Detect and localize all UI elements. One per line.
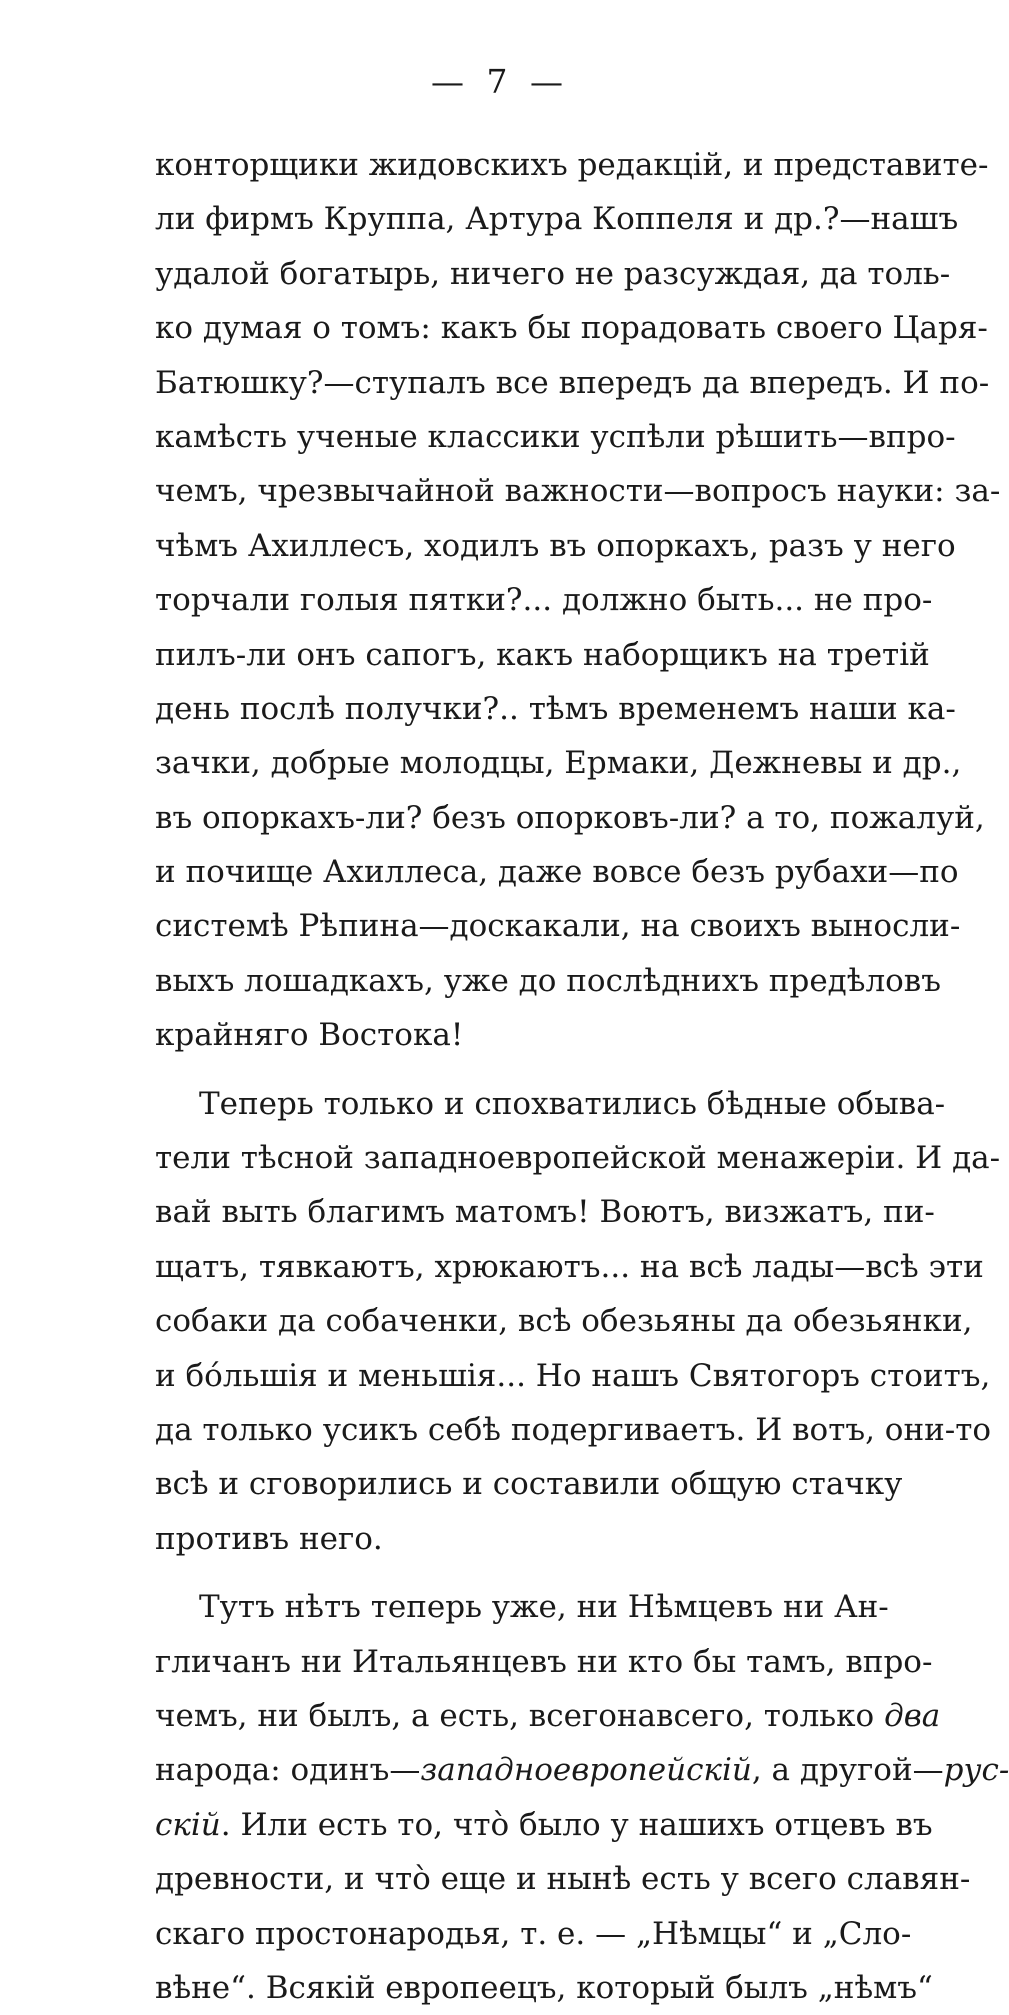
text-line: собаки да собаченки, всѣ обезьяны да обезьянки, xyxy=(155,1303,973,1340)
text-line: гличанъ ни Итальянцевъ ни кто бы тамъ, впро- xyxy=(155,1643,933,1680)
text-line: системѣ Рѣпина—доскакали, на своихъ выносли- xyxy=(155,908,961,945)
italic-span: скій xyxy=(155,1806,221,1843)
text-line: выхъ лошадкахъ, уже до послѣднихъ предѣловъ xyxy=(155,962,941,999)
text-line: ли фирмъ Круппа, Артура Коппеля и др.?—нашъ xyxy=(155,201,959,238)
text-line: щатъ, тявкаютъ, хрюкаютъ... на всѣ лады—всѣ эти xyxy=(155,1248,984,1285)
text-line: торчали голыя пятки?... должно быть... не про- xyxy=(155,582,933,619)
italic-span: рус- xyxy=(943,1752,1009,1789)
text-line: въ опоркахъ-ли? безъ опорковъ-ли? а то, пожалуй, xyxy=(155,799,985,836)
page-number: — 7 — xyxy=(431,62,569,101)
text-line: Батюшку?—ступалъ все впередъ да впередъ. И по- xyxy=(155,364,990,401)
text-line: вай выть благимъ матомъ! Воютъ, визжатъ, пи- xyxy=(155,1194,935,1231)
paragraph-1 xyxy=(155,138,1001,1063)
text-line: вѣне“. Всякій европеецъ, который былъ „нѣмъ“ xyxy=(155,1969,933,2006)
text-span: . Или есть то, чтò было у нашихъ отцевъ въ xyxy=(220,1806,933,1843)
text-line: и бóльшія и меньшія... Но нашъ Святогоръ стоитъ, xyxy=(155,1357,991,1394)
text-line: Теперь только и спохватились бѣдные обыва- xyxy=(199,1085,946,1122)
text-span: чемъ, ни былъ, а есть, всегонавсего, только xyxy=(155,1697,885,1734)
text-line xyxy=(155,1798,933,1852)
text-line: день послѣ получки?.. тѣмъ временемъ наши ка- xyxy=(155,690,956,727)
italic-span: два xyxy=(884,1697,941,1734)
text-line: да только усикъ себѣ подергиваетъ. И вотъ, они-то xyxy=(155,1411,992,1448)
text-line: противъ него. xyxy=(155,1520,383,1557)
text-line: конторщики жидовскихъ редакцій, и представите- xyxy=(155,147,989,183)
text-line xyxy=(155,1689,941,1743)
text-line: древности, и чтò еще и нынѣ есть у всего славян- xyxy=(155,1861,971,1898)
paragraph-gap xyxy=(155,1566,851,1580)
text-line: камѣсть ученые классики успѣли рѣшить—впро- xyxy=(155,418,956,455)
text-span: , а другой— xyxy=(751,1752,944,1789)
paragraph-gap xyxy=(155,1063,851,1077)
text-line: всѣ и сговорились и составили общую стачку xyxy=(155,1466,903,1503)
text-line: Тутъ нѣтъ теперь уже, ни Нѣмцевъ ни Ан- xyxy=(199,1589,889,1626)
text-line: скаго простонародья, т. е. — „Нѣмцы“ и „Сло- xyxy=(155,1915,912,1952)
text-line xyxy=(155,1743,1009,1797)
text-line: крайняго Востока! xyxy=(155,1017,464,1054)
text-line: тели тѣсной западноевропейской менажеріи. И да- xyxy=(155,1140,1001,1177)
text-line: пилъ-ли онъ сапогъ, какъ наборщикъ на третій xyxy=(155,636,930,673)
text-line: зачки, добрые молодцы, Ермаки, Дежневы и др., xyxy=(155,745,962,782)
text-span: народа: одинъ— xyxy=(155,1752,421,1789)
paragraph-3 xyxy=(155,1580,1009,2015)
text-line: ко думая о томъ: какъ бы порадовать своего Царя- xyxy=(155,310,988,347)
text-line: и почище Ахиллеса, даже вовсе безъ рубахи—по xyxy=(155,854,959,891)
body-text xyxy=(155,138,1009,2015)
text-line: чемъ, чрезвычайной важности—вопросъ науки: за- xyxy=(155,473,1001,510)
paragraph-2 xyxy=(155,1077,1001,1567)
text-line: чѣмъ Ахиллесъ, ходилъ въ опоркахъ, разъ у него xyxy=(155,527,956,564)
text-line: удалой богатырь, ничего не разсуждая, да толь- xyxy=(155,255,951,292)
italic-span: западноевропейскій xyxy=(420,1752,752,1789)
